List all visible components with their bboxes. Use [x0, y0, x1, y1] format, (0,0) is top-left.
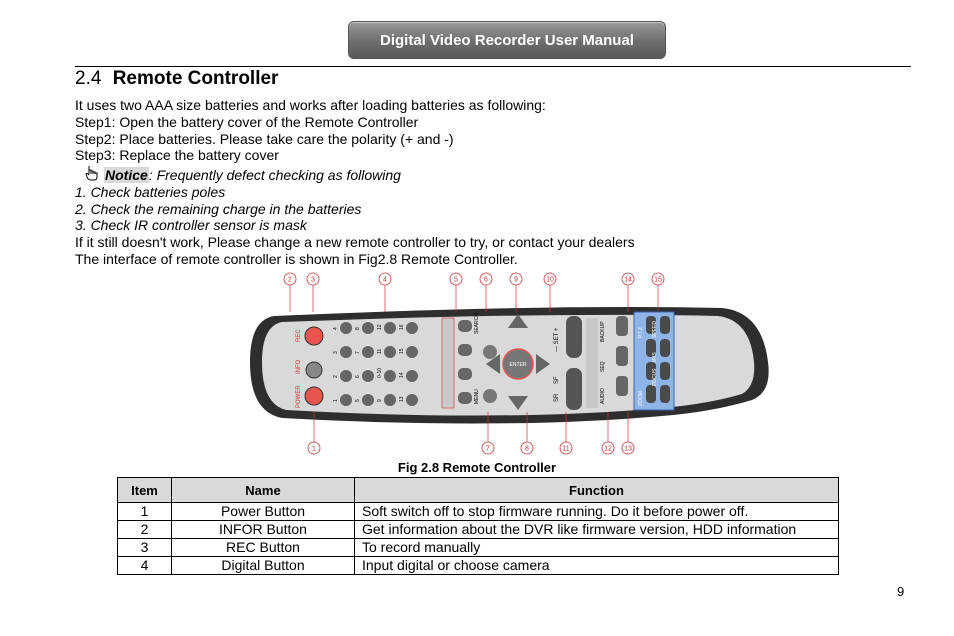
- ptz-label: P.T.Z: [638, 326, 644, 338]
- notice-text: : Frequently defect checking as following: [148, 167, 401, 183]
- search-button: [483, 345, 497, 359]
- button-function-table: [117, 477, 839, 575]
- section-title: Remote Controller: [112, 68, 279, 89]
- digit-button-16: [406, 322, 418, 334]
- col-function-header: Function: [355, 478, 839, 503]
- ptz-panel: [634, 312, 674, 410]
- step-1: Step1: Open the battery cover of the Remote Controller: [75, 114, 419, 130]
- row-name: INFOR Button: [172, 521, 355, 539]
- digit-label: 7: [355, 351, 361, 354]
- row-name: Power Button: [172, 503, 355, 521]
- callout-number: 8: [525, 445, 529, 453]
- intro-text: It uses two AAA size batteries and works after loading batteries as following:: [75, 97, 546, 113]
- info-label: INFO: [296, 359, 302, 374]
- check-3: 3. Check IR controller sensor is mask: [75, 217, 307, 233]
- section-heading: [75, 68, 278, 90]
- callout-number: 11: [562, 445, 570, 453]
- row-function: Soft switch off to stop firmware running. Do it before power off.: [355, 503, 839, 521]
- callout-number: 2: [288, 276, 292, 284]
- advice-text: If it still doesn't work, Please change a new remote controller to try, or contact your dealers: [75, 234, 635, 250]
- table-row: [118, 557, 839, 575]
- ptz-key: [660, 316, 670, 334]
- callout-number: 14: [624, 276, 632, 284]
- row-function: Get information about the DVR like firmware version, HDD information: [355, 521, 839, 539]
- digit-button-3: [340, 346, 352, 358]
- speed-label: SPEED: [652, 321, 658, 338]
- digit-button-11: [384, 346, 396, 358]
- digit-label: 3: [333, 351, 339, 354]
- callout-number: 1: [312, 445, 316, 453]
- row-item: 2: [118, 521, 172, 539]
- row-function: To record manually: [355, 539, 839, 557]
- check-1: 1. Check batteries poles: [75, 184, 226, 200]
- row-name: Digital Button: [172, 557, 355, 575]
- row-name: REC Button: [172, 539, 355, 557]
- info-button: [306, 362, 322, 378]
- ptz-key: [660, 339, 670, 357]
- digit-label: 1: [333, 399, 339, 402]
- step-2: Step2: Place batteries. Please take care the polarity (+ and -): [75, 131, 454, 147]
- remote-controller-figure: [242, 272, 780, 456]
- callout-number: 5: [454, 276, 458, 284]
- digit-button-0-10: [384, 370, 396, 382]
- notice-label: Notice: [105, 167, 148, 183]
- digit-button-6: [362, 370, 374, 382]
- table-header-row: [118, 478, 839, 503]
- digit-button-15: [406, 346, 418, 358]
- callout-number: 6: [484, 276, 488, 284]
- zoom-label: ZOOM: [638, 391, 644, 406]
- search-label: SEARCH: [474, 313, 480, 334]
- power-label: POWER: [296, 385, 302, 408]
- callout-number: 15: [654, 276, 662, 284]
- digit-button-4: [340, 322, 352, 334]
- set-label: — SET +: [554, 327, 560, 352]
- enter-label: ENTER: [509, 362, 527, 368]
- callout-number: 7: [486, 445, 490, 453]
- digit-button-7: [362, 346, 374, 358]
- digit-button-8: [362, 322, 374, 334]
- table-row: [118, 503, 839, 521]
- row-function: Input digital or choose camera: [355, 557, 839, 575]
- digit-label: 16: [399, 324, 405, 330]
- section-number: 2.4: [75, 68, 102, 89]
- digit-label: 13: [399, 396, 405, 402]
- page-number: 9: [897, 584, 905, 599]
- focus-label: FOCUS: [652, 368, 658, 386]
- callout-number: 13: [624, 445, 632, 453]
- digit-label: 8: [355, 327, 361, 330]
- sr-label: SR: [554, 393, 560, 402]
- header-title: Digital Video Recorder User Manual: [380, 31, 634, 49]
- row-item: 3: [118, 539, 172, 557]
- sf-label: SF: [554, 376, 560, 384]
- ptz-key: [660, 385, 670, 403]
- digit-label: 4: [333, 327, 339, 330]
- col-name-header: Name: [172, 478, 355, 503]
- audio-label: AUDIO: [600, 388, 606, 404]
- callout-number: 12: [604, 445, 612, 453]
- digit-label: 5: [355, 399, 361, 402]
- digit-button-9: [384, 394, 396, 406]
- table-row: [118, 539, 839, 557]
- digit-button-14: [406, 370, 418, 382]
- step-3: Step3: Replace the battery cover: [75, 147, 279, 163]
- digit-button-12: [384, 322, 396, 334]
- callout-number: 3: [311, 276, 315, 284]
- backup-label: BACKUP: [600, 321, 606, 342]
- menu-label: MENU: [474, 389, 480, 404]
- digit-button-13: [406, 394, 418, 406]
- digit-button-1: [340, 394, 352, 406]
- rec-label: REC: [296, 329, 302, 342]
- rec-button: [305, 327, 323, 345]
- digit-label: 6: [355, 375, 361, 378]
- check-2: 2. Check the remaining charge in the batteries: [75, 201, 362, 217]
- digit-label: 0-10: [377, 367, 383, 378]
- digit-label: 2: [333, 375, 339, 378]
- digit-label: 9: [377, 399, 383, 402]
- header-banner: [348, 21, 666, 59]
- digit-button-2: [340, 370, 352, 382]
- digit-button-5: [362, 394, 374, 406]
- menu-button: [483, 389, 497, 403]
- figure-caption: Fig 2.8 Remote Controller: [397, 460, 557, 475]
- callout-number: 10: [546, 276, 554, 284]
- callout-number: 4: [383, 276, 387, 284]
- digit-label: 12: [377, 324, 383, 330]
- digit-label: 14: [399, 372, 405, 378]
- power-button: [305, 387, 323, 405]
- interface-text: The interface of remote controller is shown in Fig2.8 Remote Controller.: [75, 251, 518, 267]
- row-item: 1: [118, 503, 172, 521]
- digit-label: 15: [399, 348, 405, 354]
- notice-line: [104, 167, 401, 184]
- row-item: 4: [118, 557, 172, 575]
- table-row: [118, 521, 839, 539]
- seq-label: SEQ: [600, 361, 606, 372]
- ptz-key: [646, 385, 656, 403]
- ptz-key: [660, 362, 670, 380]
- pointing-hand-icon: [84, 165, 100, 181]
- callout-number: 9: [514, 276, 518, 284]
- channel-column: [442, 318, 454, 408]
- header-rule: [75, 66, 911, 67]
- iris-label: IRIS: [652, 352, 658, 362]
- col-item-header: Item: [118, 478, 172, 503]
- digit-label: 11: [377, 348, 383, 354]
